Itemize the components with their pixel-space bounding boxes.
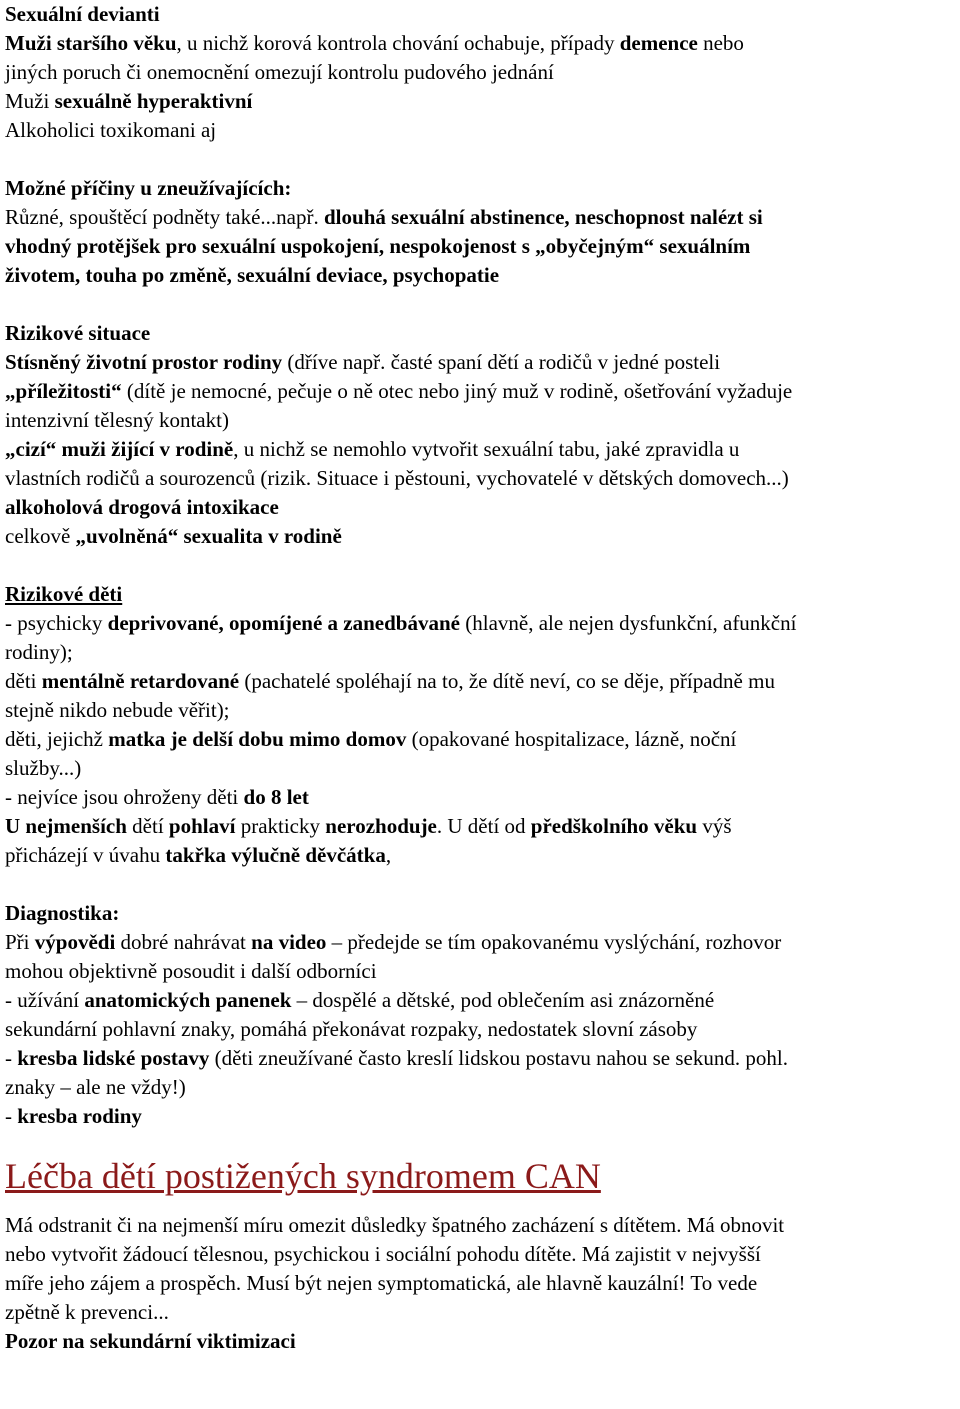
bold-text: deprivované, opomíjené a zanedbávané xyxy=(107,611,460,635)
text: Různé, spouštěcí podněty také...např. xyxy=(5,205,324,229)
bold-text: výpovědi xyxy=(34,930,116,954)
paragraph-line xyxy=(5,1102,960,1131)
paragraph-line: alkoholová drogová intoxikace xyxy=(5,495,279,519)
paragraph-line xyxy=(5,986,960,1015)
paragraph-line: mohou objektivně posoudit i další odborníci xyxy=(5,959,377,983)
text: (hlavně, ale nejen dysfunkční, afunkční xyxy=(460,611,797,635)
text: dobré nahrávat xyxy=(115,930,252,954)
paragraph-line xyxy=(5,812,960,841)
bold-text: kresba lidské postavy xyxy=(17,1046,210,1070)
text: nebo xyxy=(697,31,744,55)
heading-can-treatment: Léčba dětí postižených syndromem CAN xyxy=(5,1156,601,1196)
section-title-causes: Možné příčiny u zneužívajících: xyxy=(5,176,292,200)
text: prakticky xyxy=(235,814,326,838)
bold-text: na video xyxy=(251,930,327,954)
text: – předejde se tím opakovanému vyslýchání, rozhovor xyxy=(326,930,782,954)
text: Muži xyxy=(5,89,55,113)
paragraph-line xyxy=(5,203,960,232)
text: , u nichž se nemohlo vytvořit sexuální tabu, jaké zpravidla u xyxy=(233,437,740,461)
text: celkově xyxy=(5,524,76,548)
text: děti, jejichž xyxy=(5,727,109,751)
text: (pachatelé spoléhají na to, že dítě neví, co se děje, případně mu xyxy=(239,669,775,693)
text: (dříve např. časté spaní dětí a rodičů v jedné posteli xyxy=(282,350,721,374)
text: - psychicky xyxy=(5,611,108,635)
paragraph-line: vlastních rodičů a sourozenců (rizik. Situace i pěstouni, vychovatelé v dětských domovech...) xyxy=(5,466,789,490)
bold-text: sexuálně hyperaktivní xyxy=(54,89,253,113)
text: - xyxy=(5,1046,18,1070)
paragraph-line: znaky – ale ne vždy!) xyxy=(5,1075,186,1099)
paragraph-line: životem, touha po změně, sexuální deviace, psychopatie xyxy=(5,263,500,287)
text: (dítě je nemocné, pečuje o ně otec nebo jiný muž v rodině, ošetřování vyžaduje xyxy=(121,379,793,403)
bold-text: mentálně retardované xyxy=(41,669,240,693)
paragraph-line: Má odstranit či na nejmenší míru omezit důsledky špatného zacházení s dítětem. Má obnovit xyxy=(5,1213,785,1237)
paragraph-line: rodiny); xyxy=(5,640,73,664)
text: - xyxy=(5,1104,18,1128)
paragraph-line: Pozor na sekundární viktimizaci xyxy=(5,1329,296,1353)
text: , xyxy=(385,843,392,867)
bold-text: pohlaví xyxy=(168,814,236,838)
paragraph-line xyxy=(5,377,960,406)
section-title-risk-children: Rizikové děti xyxy=(5,582,123,606)
paragraph-line xyxy=(5,667,960,696)
text: - nejvíce jsou ohroženy děti xyxy=(5,785,244,809)
paragraph-line: sekundární pohlavní znaky, pomáhá překonávat rozpaky, nedostatek slovní zásoby xyxy=(5,1017,698,1041)
text: Při xyxy=(5,930,35,954)
text: (děti zneužívané často kreslí lidskou postavu nahou se sekund. pohl. xyxy=(209,1046,788,1070)
bold-text: anatomických panenek xyxy=(84,988,292,1012)
bold-text: demence xyxy=(619,31,698,55)
paragraph-line: služby...) xyxy=(5,756,82,780)
spacer xyxy=(5,145,960,174)
bold-text: dlouhá sexuální abstinence, neschopnost nalézt si xyxy=(324,205,763,229)
paragraph-line xyxy=(5,783,960,812)
bold-text: předškolního věku xyxy=(530,814,698,838)
bold-text: Stísněný životní prostor rodiny xyxy=(5,350,283,374)
bold-text: „příležitosti“ xyxy=(5,379,122,403)
text: výš xyxy=(697,814,732,838)
paragraph-line xyxy=(5,725,960,754)
paragraph-line xyxy=(5,87,960,116)
section-title-sexual-deviants: Sexuální devianti xyxy=(5,2,160,26)
text: přicházejí v úvahu xyxy=(5,843,166,867)
spacer xyxy=(5,290,960,319)
section-title-diagnostics: Diagnostika: xyxy=(5,901,120,925)
text: . U dětí od xyxy=(436,814,531,838)
bold-text: U nejmenších xyxy=(5,814,127,838)
paragraph-line: intenzivní tělesný kontakt) xyxy=(5,408,229,432)
bold-text: nerozhoduje xyxy=(325,814,437,838)
paragraph-line xyxy=(5,29,960,58)
paragraph-line xyxy=(5,435,960,464)
paragraph-line: stejně nikdo nebude věřit); xyxy=(5,698,230,722)
paragraph-line: zpětně k prevenci... xyxy=(5,1300,169,1324)
spacer xyxy=(5,551,960,580)
text: - užívání xyxy=(5,988,85,1012)
paragraph-line xyxy=(5,522,960,551)
paragraph-line: vhodný protějšek pro sexuální uspokojení, nespokojenost s „obyčejným“ sexuálním xyxy=(5,234,751,258)
text: – dospělé a dětské, pod oblečením asi znázorněné xyxy=(291,988,715,1012)
text: dětí xyxy=(126,814,169,838)
bold-text: „cizí“ muži žijící v rodině xyxy=(5,437,234,461)
paragraph-line xyxy=(5,1044,960,1073)
bold-text: Muži staršího věku xyxy=(5,31,177,55)
bold-text: matka je delší dobu mimo domov xyxy=(108,727,407,751)
text: děti xyxy=(5,669,42,693)
paragraph-line xyxy=(5,928,960,957)
paragraph-line xyxy=(5,609,960,638)
paragraph-line xyxy=(5,348,960,377)
paragraph-line: nebo vytvořit žádoucí tělesnou, psychickou i sociální pohodu dítěte. Má zajistit v nejvyšší xyxy=(5,1242,761,1266)
bold-text: „uvolněná“ sexualita v rodině xyxy=(75,524,342,548)
paragraph-line: Alkoholici toxikomani aj xyxy=(5,118,217,142)
paragraph-line: jiných poruch či onemocnění omezují kontrolu pudového jednání xyxy=(5,60,554,84)
text: (opakované hospitalizace, lázně, noční xyxy=(406,727,737,751)
bold-text: kresba rodiny xyxy=(17,1104,142,1128)
paragraph-line xyxy=(5,841,960,870)
bold-text: takřka výlučně děvčátka xyxy=(165,843,386,867)
text: , u nichž korová kontrola chování ochabuje, případy xyxy=(176,31,620,55)
section-title-risk-situations: Rizikové situace xyxy=(5,321,151,345)
paragraph-line: míře jeho zájem a prospěch. Musí být nejen symptomatická, ale hlavně kauzální! To vede xyxy=(5,1271,758,1295)
spacer xyxy=(5,870,960,899)
bold-text: do 8 let xyxy=(243,785,309,809)
